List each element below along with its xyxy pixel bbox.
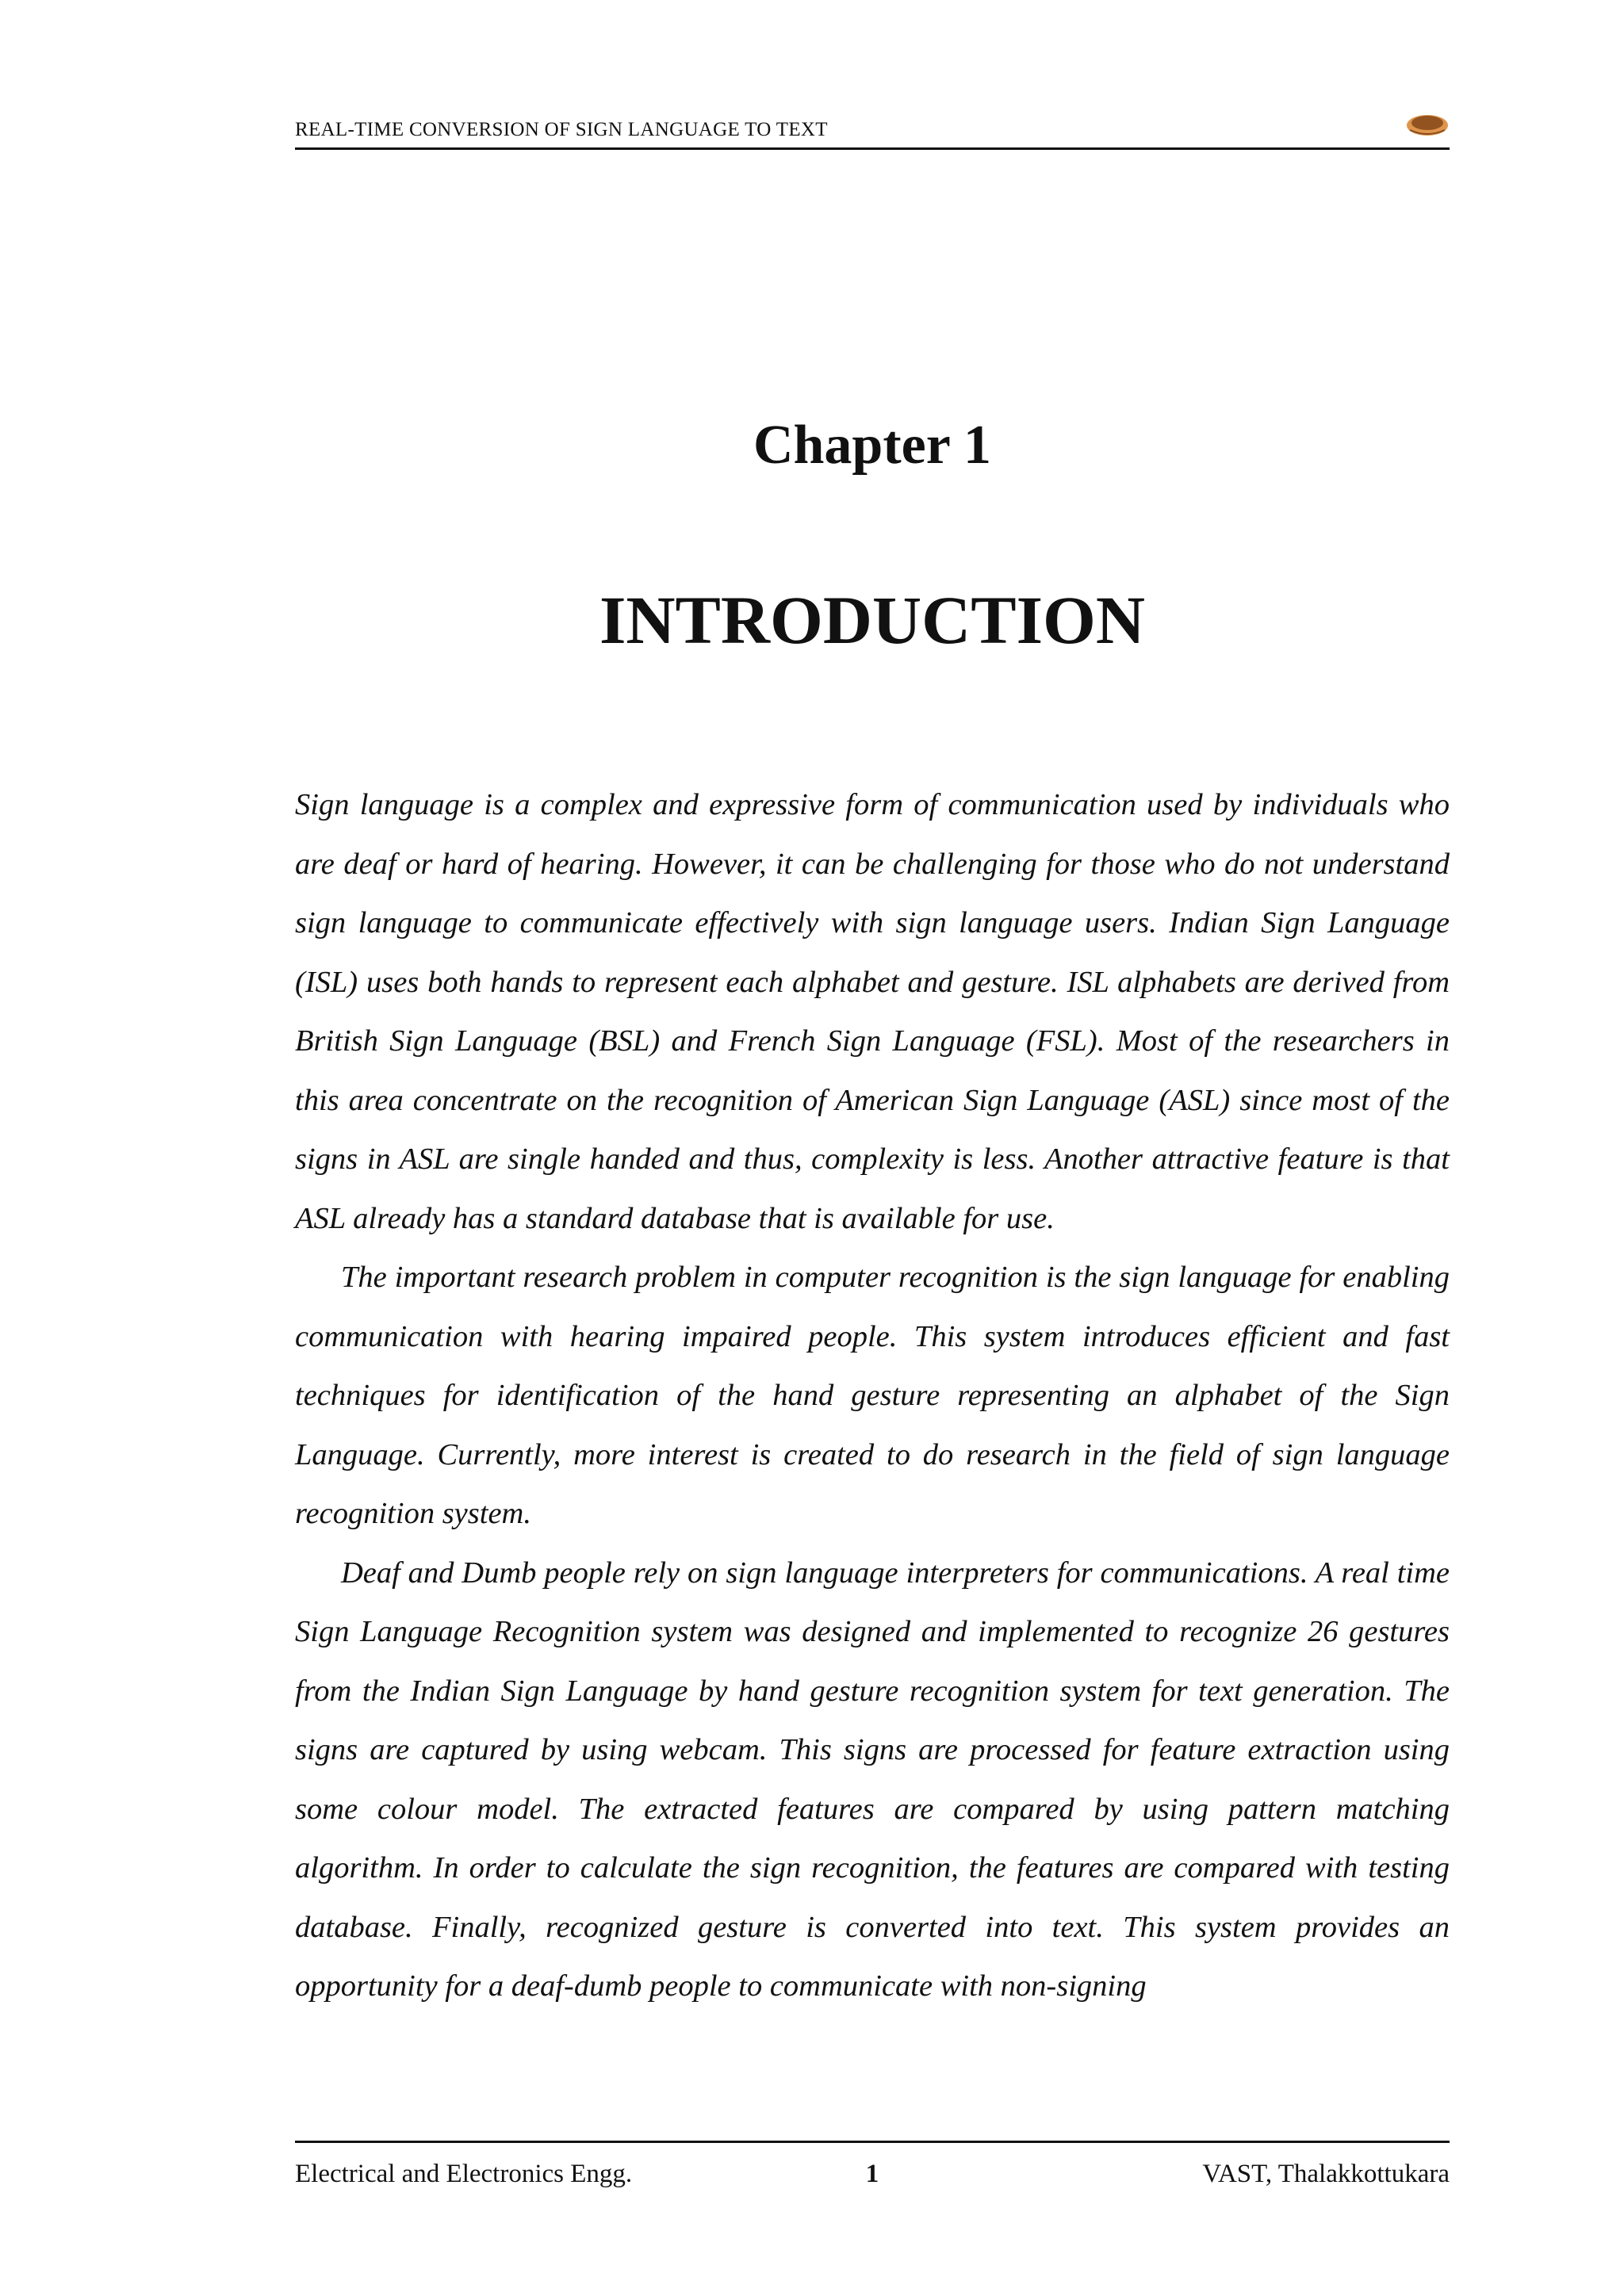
paragraph-3: Deaf and Dumb people rely on sign language interpreters for communications. A real time Sign Language Recognition system was designed and implemented to recognize 26 gestures from the Indian Sign Language by hand gesture recognition system for text generation. The signs are captured by using webcam. This signs are processed for feature extraction using some colour model. The extracted features are compared by using pattern matching algorithm. In order to calculate the sign recognition, the features are compared with testing database. Finally, recognized gesture is converted into text. This system provides an opportunity for a deaf-dumb people to communicate with non-signing [295, 1556, 1450, 2003]
running-title: REAL-TIME CONVERSION OF SIGN LANGUAGE TO TEXT [295, 119, 828, 140]
header-rule [295, 147, 1450, 150]
paragraph-2: The important research problem in computer recognition is the sign language for enabling communication with hearing impaired people. This system introduces efficient and fast techniques for identification of the hand gesture representing an alphabet of the Sign Language. Currently, more interest is created to do research in the field of sign language recognition system. [295, 1261, 1450, 1530]
footer-rule [295, 2141, 1450, 2143]
footer-department: Electrical and Electronics Engg. [295, 2160, 633, 2188]
footer-institution: VAST, Thalakkottukara [1202, 2160, 1450, 2188]
chapter-label: Chapter 1 [753, 415, 992, 476]
page-number: 1 [865, 2160, 879, 2188]
chapter-title: INTRODUCTION [599, 582, 1146, 658]
body-text [295, 775, 1450, 2016]
paragraph-1: Sign language is a complex and expressive form of communication used by individuals who are deaf or hard of hearing. However, it can be challenging for those who do not understand sign language to communicate effectively with sign language users. Indian Sign Language (ISL) uses both hands to represent each alphabet and gesture. ISL alphabets are derived from British Sign Language (BSL) and French Sign Language (FSL). Most of the researchers in this area concentrate on the recognition of American Sign Language (ASL) since most of the signs in ASL are single handed and thus, complexity is less. Another attractive feature is that ASL already has a standard database that is available for use. [295, 788, 1450, 1235]
running-header [295, 111, 1450, 149]
vidya-logo-icon [1405, 111, 1450, 138]
page-footer [295, 2156, 1450, 2191]
